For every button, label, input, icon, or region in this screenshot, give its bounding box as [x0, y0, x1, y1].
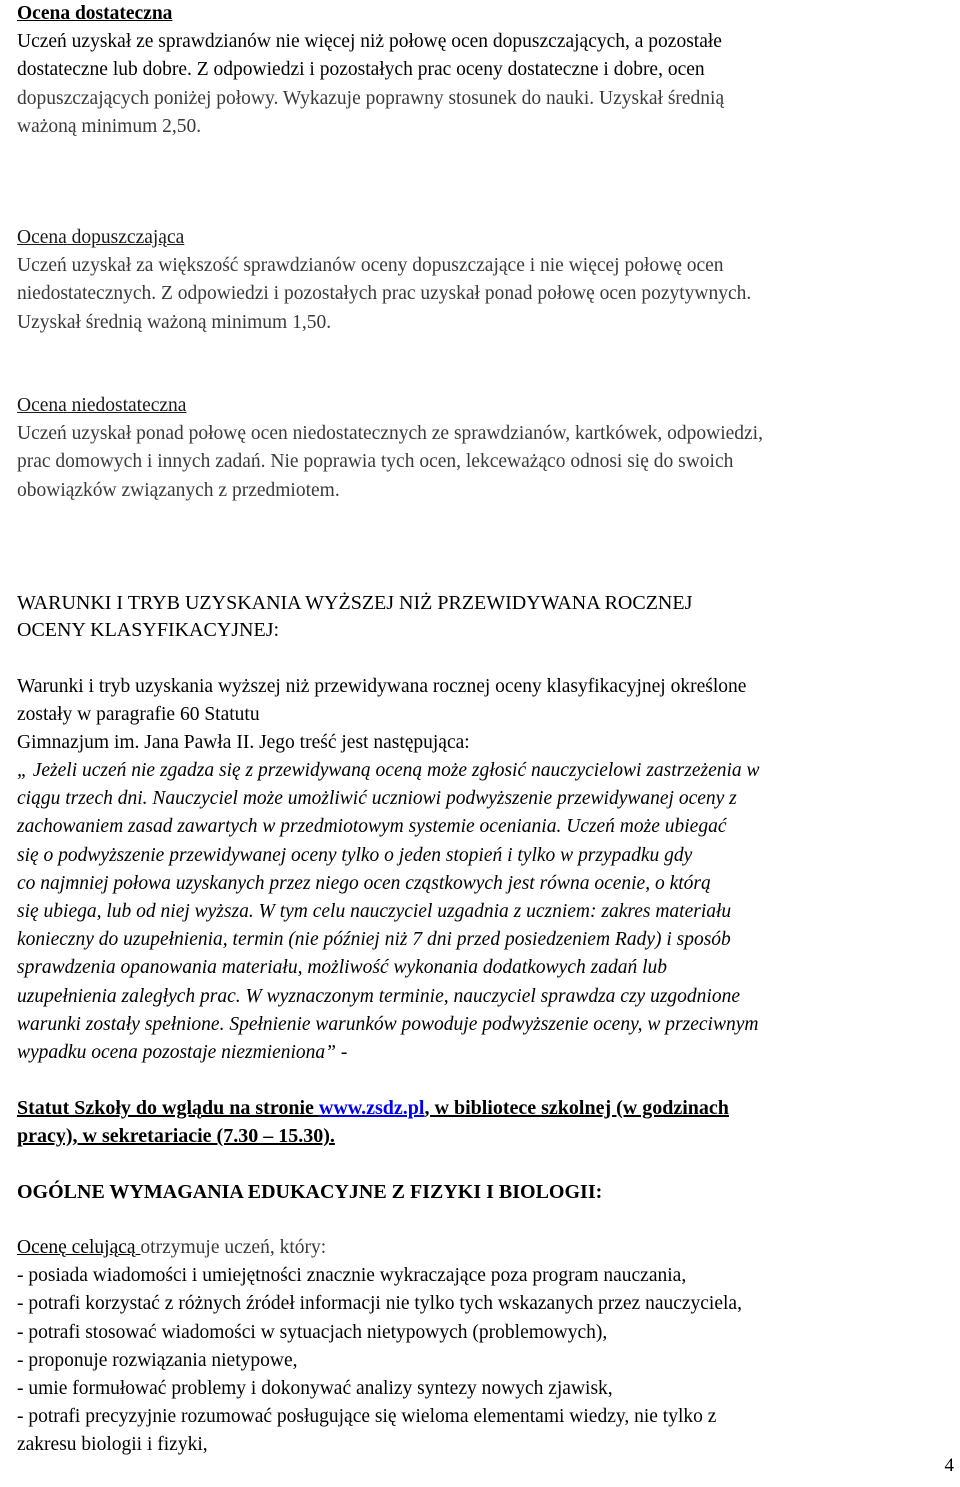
list-item: - potrafi korzystać z różnych źródeł informacji nie tylko tych wskazanych przez nauczyciela, — [17, 1293, 742, 1315]
section-ocena-celujaca — [17, 1234, 952, 1460]
list-item: - potrafi stosować wiadomości w sytuacjach nietypowych (problemowych), — [17, 1321, 608, 1343]
heading-ocena-niedostateczna: Ocena niedostateczna — [17, 395, 187, 416]
quote-line: się ubiega, lub od niej wyższa. W tym celu nauczyciel uzgadnia z uczniem: zakres materiału — [17, 901, 732, 923]
paragraph-line: dopuszczających poniżej połowy. Wykazuje poprawny stosunek do nauki. Uzyskał średnią — [17, 87, 725, 109]
quote-line: „ Jeżeli uczeń nie zgadza się z przewidywaną oceną może zgłosić nauczycielowi zastrzeżenia w — [17, 760, 760, 781]
paragraph-line: niedostatecznych. Z odpowiedzi i pozostałych prac uzyskał ponad połowę ocen pozytywnych. — [17, 283, 752, 305]
statut-text: , w bibliotece szkolnej (w godzinach — [424, 1097, 729, 1119]
statut-info — [17, 1094, 952, 1150]
zsdz-link[interactable]: www.zsdz.pl — [318, 1097, 425, 1119]
paragraph-line: dostateczne lub dobre. Z odpowiedzi i pozostałych prac oceny dostateczne i dobre, ocen — [17, 59, 705, 81]
quote-line: ciągu trzech dni. Nauczyciel może umożliwić uczniowi podwyższenie przewidywanej oceny z — [17, 788, 737, 810]
quote-line: warunki zostały spełnione. Spełnienie warunków powoduje podwyższenie oceny, w przeciwnym — [17, 1013, 759, 1035]
section-wymagania-heading — [17, 1178, 952, 1206]
quote-line: konieczny do uzupełnienia, termin (nie później niż 7 dni przed posiedzeniem Rady) i sposób — [17, 929, 731, 951]
heading-warunki-line-1: WARUNKI I TRYB UZYSKANIA WYŻSZEJ NIŻ PRZEWIDYWANA ROCZNEJ — [17, 592, 693, 614]
celujaca-label: Ocenę celującą — [17, 1237, 141, 1258]
paragraph-line: zostały w paragrafie 60 Statutu — [17, 704, 260, 726]
list-item: - proponuje rozwiązania nietypowe, — [17, 1349, 298, 1371]
statut-line-1 — [17, 1094, 952, 1122]
celujaca-requirements-list — [17, 1262, 952, 1459]
list-item: - potrafi precyzyjnie rozumować posługujące się wieloma elementami wiedzy, nie tylko z — [17, 1406, 717, 1428]
section-warunki-heading — [17, 590, 952, 644]
quote-line: wypadku ocena pozostaje niezmieniona” - — [17, 1042, 348, 1064]
paragraph-line: obowiązków związanych z przedmiotem. — [17, 479, 340, 501]
heading-ocena-dopuszczajaca: Ocena dopuszczająca — [17, 227, 185, 248]
quote-line: co najmniej połowa uzyskanych przez niego ocen cząstkowych jest równa ocenie, o którą — [17, 872, 711, 894]
paragraph-line: Warunki i tryb uzyskania wyższej niż przewidywana rocznej oceny klasyfikacyjnej określone — [17, 676, 747, 697]
section-ocena-dopuszczajaca — [17, 224, 952, 337]
paragraph-line: prac domowych i innych zadań. Nie poprawia tych ocen, lekceważąco odnosi się do swoich — [17, 451, 734, 473]
heading-warunki-line-2: OCENY KLASYFIKACYJNEJ: — [17, 619, 280, 641]
page-number: 4 — [944, 1455, 954, 1476]
paragraph-line: Uczeń uzyskał ze sprawdzianów nie więcej niż połowę ocen dopuszczających, a pozostałe — [17, 31, 722, 53]
celujaca-intro — [17, 1234, 952, 1262]
list-item-continuation: zakresu biologii i fizyki, — [17, 1434, 208, 1456]
paragraph-line: Uczeń uzyskał za większość sprawdzianów oceny dopuszczające i nie więcej połowę ocen — [17, 255, 724, 277]
statute-quote — [17, 757, 952, 1067]
paragraph-line: Gimnazjum im. Jana Pawła II. Jego treść jest następująca: — [17, 732, 470, 754]
section-warunki-intro — [17, 673, 952, 758]
quote-line: sprawdzenia opanowania materiału, możliwość wykonania dodatkowych zadań lub — [17, 957, 667, 979]
statut-line-2: pracy), w sekretariacie (7.30 – 15.30). — [17, 1125, 335, 1148]
quote-line: uzupełnienia zaległych prac. W wyznaczonym terminie, nauczyciel sprawdza czy uzgodnione — [17, 985, 740, 1007]
paragraph-line: ważoną minimum 2,50. — [17, 115, 202, 137]
celujaca-rest: otrzymuje uczeń, który: — [140, 1237, 327, 1258]
section-ocena-niedostateczna — [17, 392, 952, 505]
heading-ocena-dostateczna: Ocena dostateczna — [17, 3, 173, 24]
section-ocena-dostateczna — [17, 0, 952, 141]
list-item: - umie formułować problemy i dokonywać analizy syntezy nowych zjawisk, — [17, 1378, 613, 1400]
paragraph-line: Uczeń uzyskał ponad połowę ocen niedostatecznych ze sprawdzianów, kartkówek, odpowiedzi, — [17, 423, 763, 445]
heading-wymagania: OGÓLNE WYMAGANIA EDUKACYJNE Z FIZYKI I BIOLOGII: — [17, 1181, 603, 1203]
statut-text: Statut Szkoły do wglądu na stronie — [17, 1097, 319, 1119]
quote-line: zachowaniem zasad zawartych w przedmiotowym systemie oceniania. Uczeń może ubiegać — [17, 816, 727, 838]
paragraph-line: Uzyskał średnią ważoną minimum 1,50. — [17, 311, 332, 333]
quote-line: się o podwyższenie przewidywanej oceny tylko o jeden stopień i tylko w przypadku gdy — [17, 844, 693, 866]
list-item: - posiada wiadomości i umiejętności znacznie wykraczające poza program nauczania, — [17, 1265, 687, 1287]
